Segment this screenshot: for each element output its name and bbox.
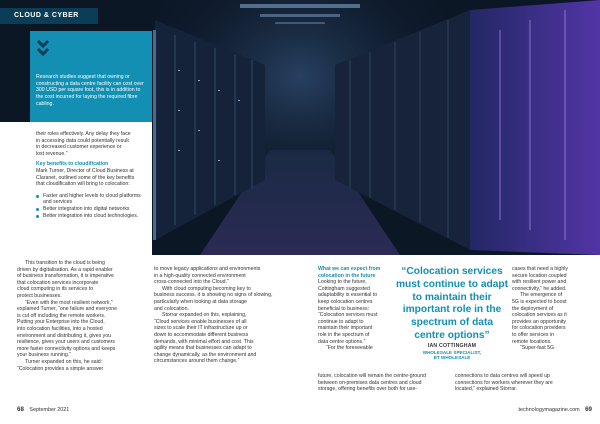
page-number-left: 68 [17, 406, 24, 413]
list-item: Faster and higher levels to cloud platforms and services [36, 193, 154, 206]
bottom-span-right: connections to data centres will speed up connections for workers wherever they are located,” explained Storrar. [455, 373, 553, 393]
chevron-down-icon [36, 46, 50, 62]
list-item: Better integration into digital networks [36, 206, 154, 213]
speaker-line: Claranet, outlined some of the key benefits [36, 174, 135, 181]
body-column-4: cases that need a highly secure location coupled with resilient power and connectivity,” he added. The emergence of 5G is expected to boost the deployment of colocation services as it provides an opportunity for colocation providers to offer services in remote locations. “Super-fast 5G [512, 266, 568, 352]
list-item: Better integration into cloud technologies. [36, 213, 154, 220]
issue-date: September 2021 [29, 407, 70, 413]
page-number-right: 69 [585, 406, 592, 413]
callout-text: Research studies suggest that owning or constructing a data centre facility can cost over 300 USD per square foot, this is in addition to the cost incurred for laying the required fibre cabling. [36, 74, 144, 107]
intro-line: in accessing data could potentially result [36, 137, 129, 144]
site-url[interactable]: technologymagazine.com [518, 407, 580, 413]
intro-line: their roles effectively. Any delay they face [36, 131, 131, 137]
section-tag: CLOUD & CYBER [0, 8, 98, 24]
body-column-1: This transition to the cloud is being driven by digitalisation. As a rapid enabler of business transformation, it is imperative that colocation services incorporate cloud computing in its services to protect businesses. “Even with the most resilient network,” explained Turner, “one failure and everyone is cut off including the remote workers. Putting your Enterprise into the Cloud, into colocation facilities, into a hosted environment and distributing it, gives you resilience, gives your users and customers more faster connectivity options and keeps your business running.” Turner expanded on this, he said: “Colocation provides a simple answer [17, 260, 118, 372]
benefits-list [36, 193, 154, 219]
speaker-line: Mark Turner, Director of Cloud Business at [36, 167, 134, 174]
future-heading: What we can expect from colocation in the future [318, 266, 381, 279]
benefits-heading: Key benefits to cloudification [36, 161, 109, 168]
intro-line: in decreased customer experience or [36, 144, 122, 151]
speaker-line: that cloudification will bring to colocation: [36, 181, 130, 188]
quote-role: WHOLESALE SPECIALIST, BT WHOLESALE [422, 350, 482, 360]
body-column-2: to move legacy applications and environments in a high-quality connected environment cross-connected into the Cloud.” With cloud computing becoming key to business success, it is showing no signs of slowing, particularly when looking at data storage and colocation. Storrar expanded on this, explaining, “Cloud services enable businesses of all sizes to scale their IT infrastructure up or down to accommodate different business demands, with minimal effort and cost. This agility means that businesses can adapt to change dynamically, as the environment and circumstances around them change.” [154, 266, 273, 365]
pull-quote: “Colocation services must continue to adapt to maintain their important role in the spectrum of data centre options” [395, 266, 509, 341]
footer-left [17, 406, 69, 413]
intro-text [36, 131, 154, 219]
quote-author: IAN COTTINGHAM [427, 343, 477, 349]
intro-line: lost revenue.” [36, 150, 68, 157]
footer-right [518, 406, 592, 413]
bottom-span-left: future, colocation will remain the centre-ground between on-premises data centres and cloud storage, offering benefits over both for use- [318, 373, 426, 393]
body-column-3: What we can expect from colocation in the future Looking to the future, Cottingham suggested adaptability is essential to keep colocation centres beneficial to business: “Colocation services must continue to adapt to maintain their important role in the spectrum of data centre options.” “For the foreseeable [318, 266, 400, 352]
